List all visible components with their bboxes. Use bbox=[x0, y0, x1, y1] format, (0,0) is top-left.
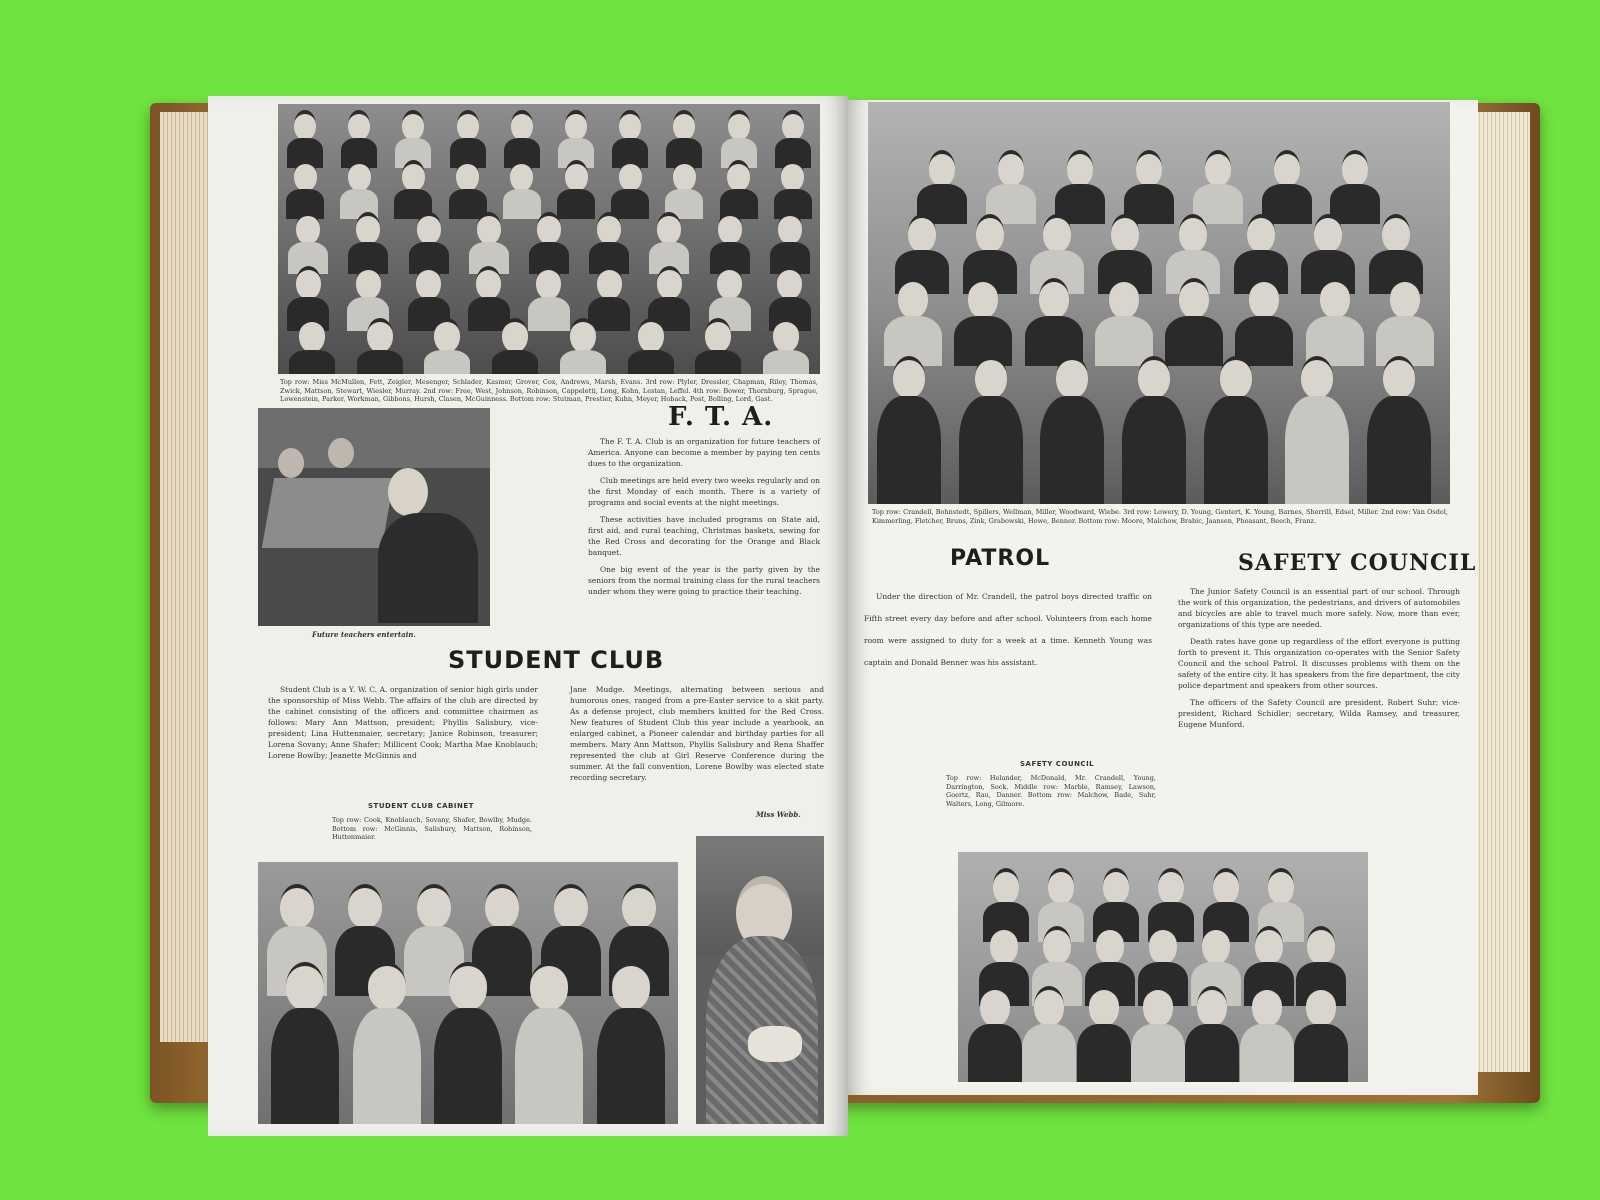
fta-paragraph: These activities have included programs on State aid, first aid, and rural teaching, Christmas baskets, sewing for the Red Cross and decorating for the Orange and Black banquet. bbox=[588, 515, 820, 557]
right-page bbox=[848, 100, 1478, 1095]
student-club-cabinet-photo bbox=[258, 862, 678, 1124]
student-club-text-col1: Student Club is a Y. W. C. A. organization of senior high girls under the sponsorship of Miss Webb. The affairs of the club are directed by the cabinet consisting of the officers and committee chairmen as follows: Mary Ann Mattson, president; Phyllis Salisbury, vice-president; Lina Huttenmaier, secretary; Janice Robinson, treasurer; Lorena Sovany; Anne Shafer; Millicent Cook; Martha Mae Knoblauch; Lorene Bowlby; Jeanette McGinnis and bbox=[268, 685, 538, 760]
left-page bbox=[208, 96, 848, 1136]
patrol-group-caption: Top row: Crandell, Bohnstedt, Spillers, Wellman, Miller, Woodward, Wiebe. 3rd row: Lowery, D. Young, Gentert, K. Young, Barnes, Sherrill, Edsel, Miller. 2nd row: Van Osdol, Kimmerling, Fletcher, Bruns, Zink, Grabowski, Howe, Benner. Bottom row: Moore, Malchow, Brabic, Jaansen, Pheasant, Beech, Franz. bbox=[872, 508, 1448, 525]
safety-council-photo bbox=[958, 852, 1368, 1082]
safety-council-paragraph: Death rates have gone up regardless of the effort everyone is putting forth to prevent it. This organization co-operates with the Senior Safety Council and the school Patrol. It discusses problems with them on the safety of the entire city. It has speakers from the fire department, the city police department and speakers from other sources. bbox=[1178, 637, 1460, 690]
portrait-caption: Miss Webb. bbox=[756, 810, 801, 819]
student-club-cabinet-heading: STUDENT CLUB CABINET bbox=[368, 802, 474, 810]
student-club-text-col2: Jane Mudge. Meetings, alternating between serious and humorous ones, ranged from a pre-Easter service to a skit party. As a defense project, club members knitted for the Red Cross. New features of Student Club this year include a yearbook, an enlarged cabinet, a Pioneer calendar and birthday parties for all members. Mary Ann Mattson, Phyllis Salisbury and Rena Shaffer represented the club at Girl Reserve Conference during the summer. At the fall convention, Lorene Bowlby was elected state recording secretary. bbox=[570, 685, 824, 782]
fta-small-photo bbox=[258, 408, 490, 626]
fta-group-photo bbox=[278, 104, 820, 374]
patrol-title: PATROL bbox=[950, 546, 1051, 571]
patrol-group-photo bbox=[868, 102, 1450, 504]
safety-council-paragraph: The officers of the Safety Council are president, Robert Suhr; vice-president, Richard Schidler; secretary, Wilda Ramsey, and treasurer, Eugene Munford. bbox=[1178, 698, 1460, 729]
fta-title: F. T. A. bbox=[668, 402, 774, 432]
miss-webb-portrait bbox=[696, 836, 824, 1124]
safety-council-title: SAFETY COUNCIL bbox=[1238, 550, 1477, 576]
fta-paragraph: The F. T. A. Club is an organization for future teachers of America. Anyone can become a member by paying ten cents dues to the organization. bbox=[588, 437, 820, 468]
fta-group-caption: Top row: Miss McMullen, Fett, Zeigler, Mesenger, Schlader, Kasmer, Grover, Cox, Andrews, Marsh, Evans. 3rd row: Plyler, Dressler, Chapman, Riley, Thomas, Zwick, Mattson, Stewart, Wiesler, Murray. 2nd row: Free, West, Johnson, Robinson, Cappeletti, Long, Kohn, Lestan, Leffel. 4th row: Bower, Thornburg, Sprague, Lowenstein, Parker, Workman, Gibbons, Hursh, Clasen, McGuinness. Bottom row: Stutman, Prestier, Kuhn, Meyer, Hoback, Post, Bolling, Lord, Gast. bbox=[280, 378, 818, 403]
patrol-text: Under the direction of Mr. Crandell, the patrol boys directed traffic on Fifth street every day before and after school. Volunteers from each home room were assigned to duty for a week at a time. Kenneth Young was captain and Donald Benner was his assistant. bbox=[864, 592, 1152, 667]
page-edges-right bbox=[1470, 112, 1530, 1072]
fta-text bbox=[588, 436, 820, 597]
safety-council-photo-caption: Top row: Helander, McDonald, Mr. Crandell, Young, Darrington, Sock. Middle row: Marble, Ramsey, Lawson, Goertz, Rau, Danner. Bottom row: Malchow, Bade, Suhr, Walters, Long, Gilmore. bbox=[946, 774, 1156, 808]
safety-council-photo-heading: SAFETY COUNCIL bbox=[1020, 760, 1095, 768]
student-club-title: STUDENT CLUB bbox=[448, 646, 665, 674]
fta-paragraph: One big event of the year is the party given by the seniors from the normal training class for the rural teachers under whom they were going to practice their teaching. bbox=[588, 565, 820, 596]
student-club-cabinet-caption: Top row: Cook, Knoblauch, Sovany, Shafer, Bowlby, Mudge. Bottom row: McGinnis, Salisbury, Mattson, Robinson, Huttenmaier. bbox=[332, 816, 532, 841]
fta-paragraph: Club meetings are held every two weeks regularly and on the first Monday of each month. There is a variety of programs and social events at the night meetings. bbox=[588, 476, 820, 507]
fta-small-photo-caption: Future teachers entertain. bbox=[312, 630, 416, 639]
safety-council-paragraph: The Junior Safety Council is an essential part of our school. Through the work of this organization, the pedestrians, and drivers of automobiles and bicycles are able to travel much more safely. Now, more than ever, organizations of this type are needed. bbox=[1178, 587, 1460, 629]
safety-council-text bbox=[1178, 586, 1460, 730]
